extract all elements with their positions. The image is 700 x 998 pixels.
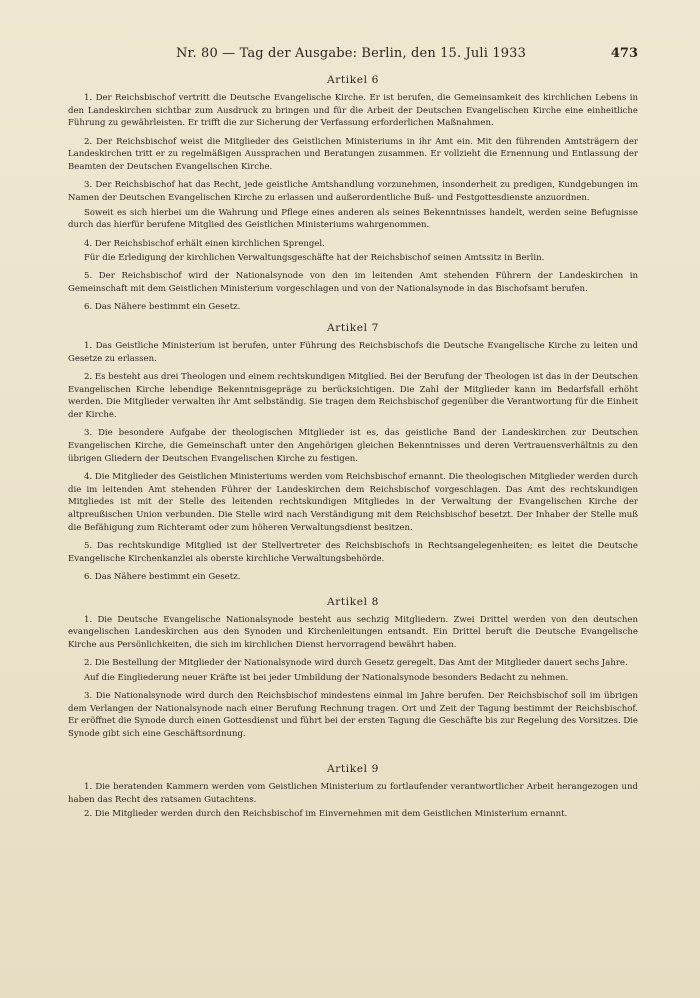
paragraph: 6. Das Nähere bestimmt ein Gesetz. [84,302,241,313]
paragraph: 5. Der Reichsbischof wird der Nationalsynode von den im leitenden Amt stehenden Führern der Landeskirchen in Gemeinschaft mit dem Geistlichen Ministerium vorgeschlagen und von der Nationalsynode in das Bischofsamt berufen. [68,271,638,295]
article-6 [68,74,638,314]
paragraph: Für die Erledigung der kirchlichen Verwaltungsgeschäfte hat der Reichsbischof seinen Amtssitz in Berlin. [84,253,545,264]
article-heading: Artikel 7 [327,322,379,335]
article-heading: Artikel 9 [327,762,379,775]
paragraph: Auf die Eingliederung neuer Kräfte ist bei jeder Umbildung der Nationalsynode besonders Bedacht zu nehmen. [84,672,569,683]
article-7 [68,322,638,583]
page-number: 473 [610,46,638,61]
article-9 [68,763,638,821]
paragraph: 6. Das Nähere bestimmt ein Gesetz. [84,571,241,582]
paragraph: 3. Die Nationalsynode wird durch den Reichsbischof mindestens einmal im Jahre berufen. Der Reichsbischof soll im übrigen dem Verlangen der Nationalsynode nach einer Berufung Rechnung tragen. Ort und Zeit der Tagung bestimmt der Reichsbischof. Er eröffnet die Synode durch einen Gottesdienst und führt bei der ersten Tagung die Geschäfte bis zur Regelung des Vorsitzes. Die Synode gibt sich eine Geschäftsordnung. [68,691,638,740]
article-8 [68,596,638,741]
header-issue-line: Nr. 80 — Tag der Ausgabe: Berlin, den 15. Juli 1933 [176,46,526,61]
article-heading: Artikel 8 [327,595,379,608]
paragraph: 4. Die Mitglieder des Geistlichen Ministeriums werden vom Reichsbischof ernannt. Die theologischen Mitglieder werden durch die im leitenden Amt stehenden Führer der Landeskirchen dem Reichsbischof vorgeschlagen. Das Amt des rechtskundigen Mitgliedes ist mit der Stelle des leitenden rechtskundigen Mitgliedes in der Verwaltung der Evangelischen Kirche der altpreußischen Union verbunden. Die Stelle wird nach Verständigung mit dem Reichsbischof besetzt. Der Inhaber der Stelle muß die Befähigung zum Richteramt oder zum höheren Verwaltungsdienst besitzen. [68,471,638,533]
page-header [68,46,638,61]
paragraph: 3. Der Reichsbischof hat das Recht, jede geistliche Amtshandlung vorzunehmen, insonderheit zu predigen, Kundgebungen im Namen der Deutschen Evangelischen Kirche zu erlassen und außerordentliche Buß- und Festgottesdienste anzuordnen. [68,180,638,203]
paragraph: Soweit es sich hierbei um die Wahrung und Pflege eines anderen als seines Bekenntnisses handelt, werden seine Befugnisse durch das hierfür berufene Mitglied des Geistlichen Ministeriums wahrgenommen. [68,207,638,231]
paragraph: 2. Die Mitglieder werden durch den Reichsbischof im Einvernehmen mit dem Geistlichen Ministerium ernannt. [84,809,568,820]
paragraph: 1. Die Deutsche Evangelische Nationalsynode besteht aus sechzig Mitgliedern. Zwei Drittel werden von den deutschen evangelischen Landeskirchen aus den Synoden und Kirchenleitungen entsandt. Ein Drittel beruft die Deutsche Evangelische Kirche aus Persönlichkeiten, die sich im kirchlichen Dienst hervorragend bewährt haben. [68,614,638,650]
paragraph: 2. Es besteht aus drei Theologen und einem rechtskundigen Mitglied. Bei der Berufung der Theologen ist das in der Deutschen Evangelischen Kirche lebendige Bekenntnisgepräge zu berücksichtigen. Die Zahl der Mitglieder kann im Bedarfsfall erhöht werden. Die Mitglieder verwalten ihr Amt selbständig. Sie tragen dem Reichsbischof gegenüber die Verantwortung für die Einheit der Kirche. [68,371,638,421]
paragraph: 3. Die besondere Aufgabe der theologischen Mitglieder ist es, das geistliche Band der Landeskirchen zur Deutschen Evangelischen Kirche, die Gemeinschaft unter den Angehörigen gleichen Bekenntnisses und deren Vertrauensverhältnis zu den übrigen Gliedern der Deutschen Evangelischen Kirche zu festigen. [68,428,638,464]
paragraph: 1. Die beratenden Kammern werden vom Geistlichen Ministerium zu fortlaufender verantwortlicher Arbeit herangezogen und haben das Recht des ratsamen Gutachtens. [68,781,638,805]
paragraph: 5. Das rechtskundige Mitglied ist der Stellvertreter des Reichsbischofs in Rechtsangelegenheiten; es leitet die Deutsche Evangelische Kirchenkanzlei als oberste kirchliche Verwaltungsbehörde. [68,540,638,564]
paragraph: 2. Der Reichsbischof weist die Mitglieder des Geistlichen Ministeriums in ihr Amt ein. Mit den führenden Amtsträgern der Landeskirchen tritt er zu regelmäßigen Aussprachen und Beratungen zusammen. Er vollzieht die Ernennung und Entlassung der Beamten der Deutschen Evangelischen Kirche. [68,136,638,173]
paragraph: 2. Die Bestellung der Mitglieder der Nationalsynode wird durch Gesetz geregelt. Das Amt der Mitglieder dauert sechs Jahre. [84,658,628,669]
paragraph: 1. Der Reichsbischof vertritt die Deutsche Evangelische Kirche. Er ist berufen, die Gemeinsamkeit des kirchlichen Lebens in den Landeskirchen sichtbar zum Ausdruck zu bringen und für die Arbeit der Deutschen Evangelischen Kirche eine einheitliche Führung zu gewährleisten. Er trifft die zur Sicherung der Verfassung erforderlichen Maßnahmen. [68,93,638,129]
paragraph: 1. Das Geistliche Ministerium ist berufen, unter Führung des Reichsbischofs die Deutsche Evangelische Kirche zu leiten und Gesetze zu erlassen. [68,341,638,364]
paragraph: 4. Der Reichsbischof erhält einen kirchlichen Sprengel. [84,238,325,249]
article-heading: Artikel 6 [327,74,379,86]
